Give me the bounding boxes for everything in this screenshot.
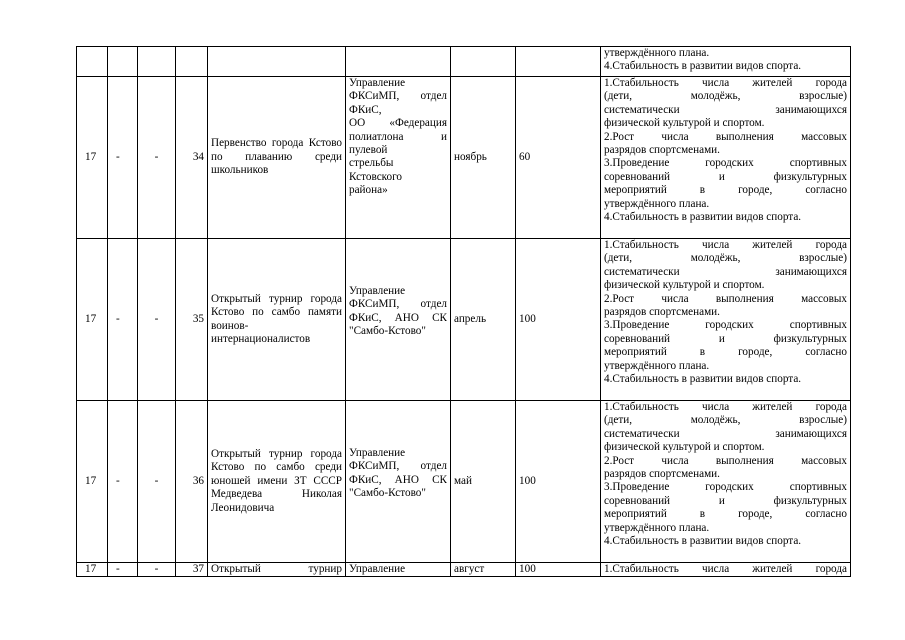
result-line: 4.Стабильность в развитии видов спорта. (604, 535, 802, 548)
organizer-line: "Самбо-Кстово" (349, 325, 426, 338)
cell-number: 35 (176, 239, 208, 401)
result-line: утверждённого плана. (604, 197, 710, 210)
result-line: 4.Стабильность в развитии видов спорта. (604, 60, 802, 73)
cell-subcode-1: - (108, 401, 138, 563)
cell-code: 17 (77, 563, 108, 577)
result-line: 2.Рост числа выполнения массовых (604, 292, 847, 305)
result-line: 1.Стабильность числа жителей города (604, 563, 847, 575)
organizer-line: стрельбы (349, 157, 394, 170)
organizer-line: полиатлона и (349, 130, 447, 143)
result-line: мероприятий в городе, согласно (604, 346, 847, 359)
organizer-line: пулевой (349, 144, 388, 157)
result-line: 1.Стабильность числа жителей города (604, 77, 847, 89)
table-row (77, 401, 851, 563)
result-line: разрядов спортсменами. (604, 468, 720, 481)
cell-subcode-2 (138, 47, 176, 77)
result-line: соревнований и физкультурных (604, 332, 847, 345)
cell-event-name: Открытый турнир (208, 563, 346, 577)
cell-code: 17 (77, 239, 108, 401)
cell-event-name: Открытый турнир города Кстово по самбо среди юношей имени ЗТ СССР Медведева Николая Леонидовича (208, 401, 346, 563)
cell-participants (516, 47, 601, 77)
cell-month: август (451, 563, 516, 577)
cell-expected-results (601, 401, 851, 563)
cell-number: 36 (176, 401, 208, 563)
cell-code (77, 47, 108, 77)
cell-participants: 100 (516, 563, 601, 577)
result-line: 1.Стабильность числа жителей города (604, 401, 847, 413)
cell-participants: 100 (516, 401, 601, 563)
organizer-line: Управление (349, 77, 406, 89)
cell-organizer (346, 401, 451, 563)
result-line: систематически занимающихся (604, 265, 847, 278)
cell-subcode-2: - (138, 77, 176, 239)
organizer-line: Управление (349, 285, 406, 297)
cell-number: 34 (176, 77, 208, 239)
cell-month: май (451, 401, 516, 563)
cell-code: 17 (77, 77, 108, 239)
cell-number: 37 (176, 563, 208, 577)
organizer-line: ОО «Федерация (349, 117, 447, 130)
result-line: физической культурой и спортом. (604, 117, 765, 130)
organizer-line: Кстовского (349, 170, 403, 183)
events-table (76, 46, 851, 577)
result-line: разрядов спортсменами. (604, 306, 720, 319)
organizer-line: ФКиС, АНО СК (349, 473, 447, 486)
organizer-line: Управление (349, 563, 406, 575)
result-line: разрядов спортсменами. (604, 144, 720, 157)
cell-organizer (346, 563, 451, 577)
result-line: 4.Стабильность в развитии видов спорта. (604, 373, 802, 386)
cell-number (176, 47, 208, 77)
cell-event-name (208, 47, 346, 77)
cell-subcode-2: - (138, 239, 176, 401)
result-line: 3.Проведение городских спортивных (604, 319, 847, 332)
organizer-line: ФКСиМП, отдел (349, 460, 447, 473)
cell-subcode-2: - (138, 563, 176, 577)
result-line: соревнований и физкультурных (604, 494, 847, 507)
cell-month: ноябрь (451, 77, 516, 239)
organizer-line: ФКиС, (349, 103, 382, 116)
table-row (77, 239, 851, 401)
organizer-line: ФКСиМП, отдел (349, 298, 447, 311)
result-line: мероприятий в городе, согласно (604, 508, 847, 521)
result-line: (дети, молодёжь, взрослые) (604, 414, 847, 427)
cell-event-name: Первенство города Кстово по плаванию среди школьников (208, 77, 346, 239)
cell-expected-results (601, 47, 851, 77)
organizer-line: ФКиС, АНО СК (349, 311, 447, 324)
organizer-line: "Самбо-Кстово" (349, 487, 426, 500)
result-line: физической культурой и спортом. (604, 441, 765, 454)
table-row (77, 563, 851, 577)
result-line: (дети, молодёжь, взрослые) (604, 90, 847, 103)
cell-expected-results (601, 239, 851, 401)
result-line: систематически занимающихся (604, 427, 847, 440)
result-line: 3.Проведение городских спортивных (604, 481, 847, 494)
cell-expected-results (601, 563, 851, 577)
cell-expected-results (601, 77, 851, 239)
cell-subcode-1 (108, 47, 138, 77)
result-line: утверждённого плана. (604, 359, 710, 372)
cell-code: 17 (77, 401, 108, 563)
cell-subcode-2: - (138, 401, 176, 563)
organizer-line: ФКСиМП, отдел (349, 90, 447, 103)
table-row (77, 77, 851, 239)
result-line: (дети, молодёжь, взрослые) (604, 252, 847, 265)
result-line: 3.Проведение городских спортивных (604, 157, 847, 170)
result-line: 4.Стабильность в развитии видов спорта. (604, 211, 802, 224)
organizer-line: Управление (349, 447, 406, 459)
cell-organizer (346, 77, 451, 239)
result-line: 1.Стабильность числа жителей города (604, 239, 847, 251)
cell-subcode-1: - (108, 239, 138, 401)
organizer-line: района» (349, 184, 388, 197)
cell-month (451, 47, 516, 77)
cell-subcode-1: - (108, 77, 138, 239)
result-line: мероприятий в городе, согласно (604, 184, 847, 197)
cell-participants: 60 (516, 77, 601, 239)
result-line: 2.Рост числа выполнения массовых (604, 130, 847, 143)
table-row (77, 47, 851, 77)
result-line: физической культурой и спортом. (604, 279, 765, 292)
result-line: утверждённого плана. (604, 521, 710, 534)
result-line: 2.Рост числа выполнения массовых (604, 454, 847, 467)
result-line: систематически занимающихся (604, 103, 847, 116)
cell-organizer (346, 239, 451, 401)
result-line: утверждённого плана. (604, 47, 710, 59)
result-line: соревнований и физкультурных (604, 170, 847, 183)
cell-month: апрель (451, 239, 516, 401)
cell-subcode-1: - (108, 563, 138, 577)
cell-organizer (346, 47, 451, 77)
cell-event-name: Открытый турнир города Кстово по самбо памяти воинов-интернационалистов (208, 239, 346, 401)
cell-participants: 100 (516, 239, 601, 401)
